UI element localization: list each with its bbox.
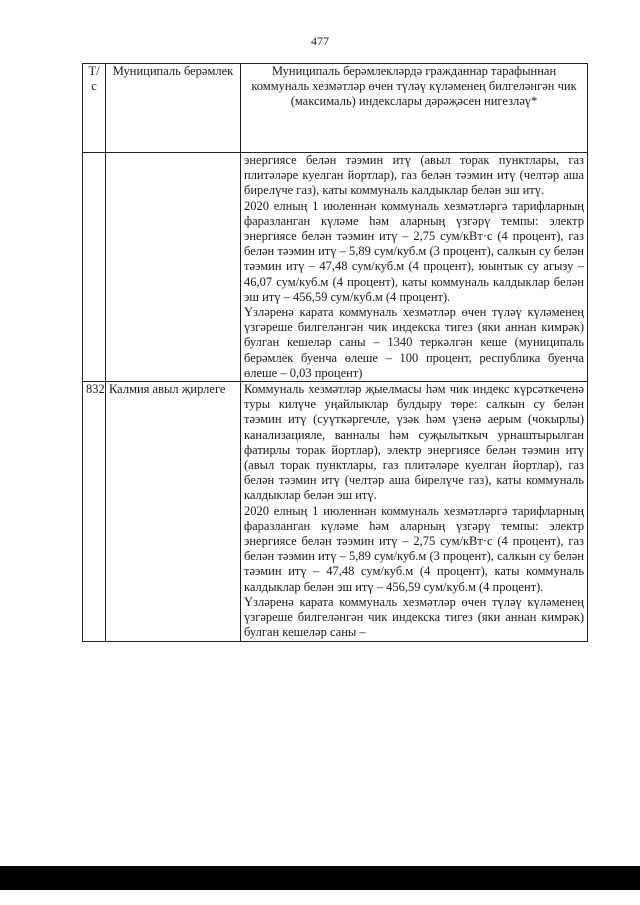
description-paragraph: Коммуналь хезмәтләр җыелмасы һәм чик индекс күрсәткеченә туры килүче уңайлыклар булдыру төре: салкын су белән тәэмин итү (суүткәргечле, үзәк һәм үзенә аерым (чокырлы) канализацияле, ванналы һәм суҗылыткыч урнаштырылган фатирлы торак йортлар), электр энергиясе белән тәэмин итү (авыл торак пунктлары, газ плитәләре куелган йортлар), газ белән тәэмин итү (челтәр аша бирелүче газ), каты коммуналь калдыклар белән эш итү. bbox=[244, 382, 584, 503]
scan-bottom-edge bbox=[0, 866, 640, 890]
description-paragraph: 2020 елның 1 июленнән коммуналь хезмәтләргә тарифларның фаразланган күләме һәм аларның үзгәрү темпы: электр энергиясе белән тәэмин итү – 2,75 сум/кВт·с (4 процент), газ белән тәэмин итү – 5,89 сум/куб.м (3 процент), салкын су белән тәэмин итү – 47,48 сум/куб.м (4 процент), каты коммуналь калдыклар белән эш итү – 456,59 сум/куб.м (4 процент). bbox=[244, 503, 584, 594]
row-description bbox=[241, 153, 588, 382]
municipality-name bbox=[106, 153, 241, 382]
description-paragraph: Үзләренә карата коммуналь хезмәтләр өчен түләү күләменең үзгәреше билгеләнгән чик индекска тигез (яки аннан кимрәк) булган кешеләр саны – bbox=[244, 594, 584, 640]
table-row bbox=[83, 382, 588, 641]
row-number: 832 bbox=[83, 382, 106, 641]
description-paragraph: Үзләренә карата коммуналь хезмәтләр өчен түләү күләменең үзгәреше билгеләнгән чик индекска тигез (яки аннан кимрәк) булган кешеләр саны – 1340 теркәлгән кеше (муниципаль берәмлек буенча өлеше – 100 процент, республика буенча өлеше – 0,03 процент) bbox=[244, 305, 584, 380]
table-header-row bbox=[83, 64, 588, 153]
municipality-name: Калмия авыл җирлеге bbox=[106, 382, 241, 641]
row-number bbox=[83, 153, 106, 382]
header-no: Т/с bbox=[83, 64, 106, 153]
table-row bbox=[83, 153, 588, 382]
indices-table bbox=[82, 63, 588, 642]
header-description: Муниципаль берәмлекләрдә гражданнар тарафыннан коммуналь хезмәтләр өчен түләү күләменең билгеләнгән чик (максималь) индекслары дәрәҗәсен нигезләү* bbox=[241, 64, 588, 153]
header-name: Муниципаль берәмлек bbox=[106, 64, 241, 153]
description-paragraph: энергиясе белән тәэмин итү (авыл торак пунктлары, газ плитәләре куелган йортлар), газ белән тәэмин итү (челтәр аша бирелүче газ), каты коммуналь калдыклар белән эш итү. bbox=[244, 153, 584, 198]
page-number: 477 bbox=[311, 34, 329, 48]
description-paragraph: 2020 елның 1 июленнән коммуналь хезмәтләргә тарифларның фаразланган күләме һәм аларның үзгәрү темпы: электр энергиясе белән тәэмин итү – 2,75 сум/кВт·с (4 процент), газ белән тәэмин итү – 5,89 сум/куб.м (3 процент), салкын су белән тәэмин итү – 47,48 сум/куб.м (4 процент), юынтык су агызу – 46,07 сум/куб.м (4 процент), каты коммуналь калдыклар белән эш итү – 456,59 сум/куб.м (4 процент). bbox=[244, 198, 584, 304]
row-description bbox=[241, 382, 588, 641]
